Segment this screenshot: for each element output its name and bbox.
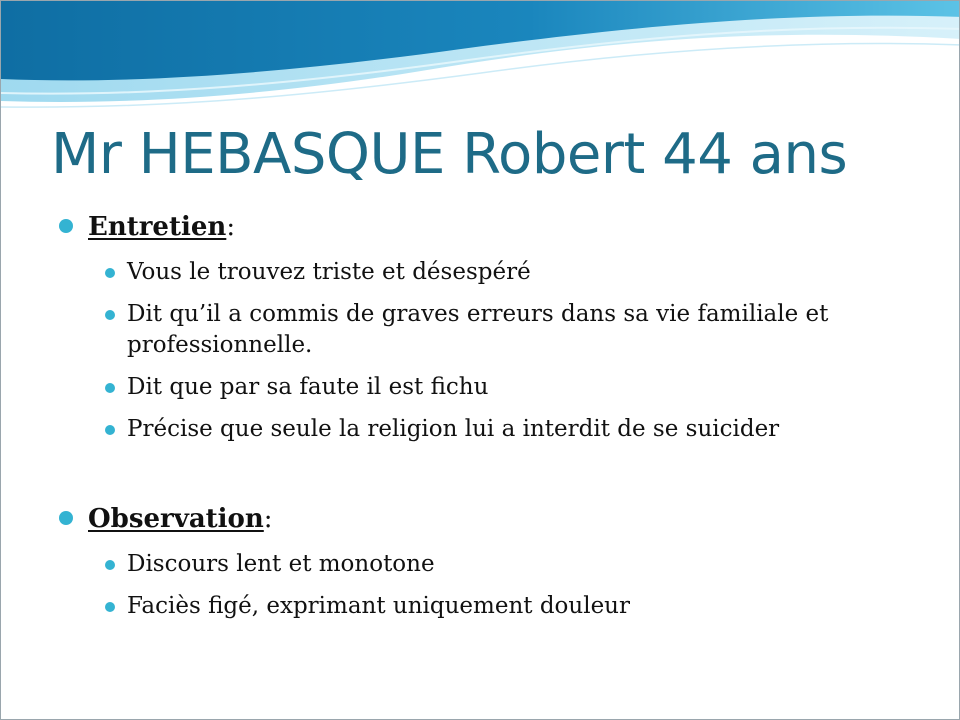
list-item [59,372,960,403]
heading-label: Entretien [88,212,227,242]
bullet-icon [105,268,115,278]
heading-colon: : [263,504,273,534]
list-item [59,591,960,622]
section-observation [59,497,960,622]
bullet-list [59,257,960,445]
bullet-icon [59,219,73,233]
bullet-icon [105,425,115,435]
bullet-icon [59,511,73,525]
item-text: Dit qu’il a commis de graves erreurs dans sa vie familiale et professionnelle. [127,301,829,358]
list-item [59,299,960,361]
section-heading [59,497,960,541]
heading-colon: : [226,212,236,242]
item-text: Dit que par sa faute il est fichu [127,374,489,400]
section-entretien [59,205,960,445]
heading-label: Observation [88,504,264,534]
item-text: Vous le trouvez triste et désespéré [127,259,531,285]
bullet-icon [105,310,115,320]
bullet-icon [105,602,115,612]
slide-title: Mr HEBASQUE Robert 44 ans [51,122,848,187]
item-text: Discours lent et monotone [127,551,435,577]
item-text: Faciès figé, exprimant uniquement douleur [127,593,630,619]
list-item [59,414,960,445]
bullet-icon [105,560,115,570]
bullet-list [59,549,960,622]
bullet-icon [105,383,115,393]
list-item [59,257,960,288]
list-item [59,549,960,580]
section-heading [59,205,960,249]
item-text: Précise que seule la religion lui a interdit de se suicider [127,416,780,442]
